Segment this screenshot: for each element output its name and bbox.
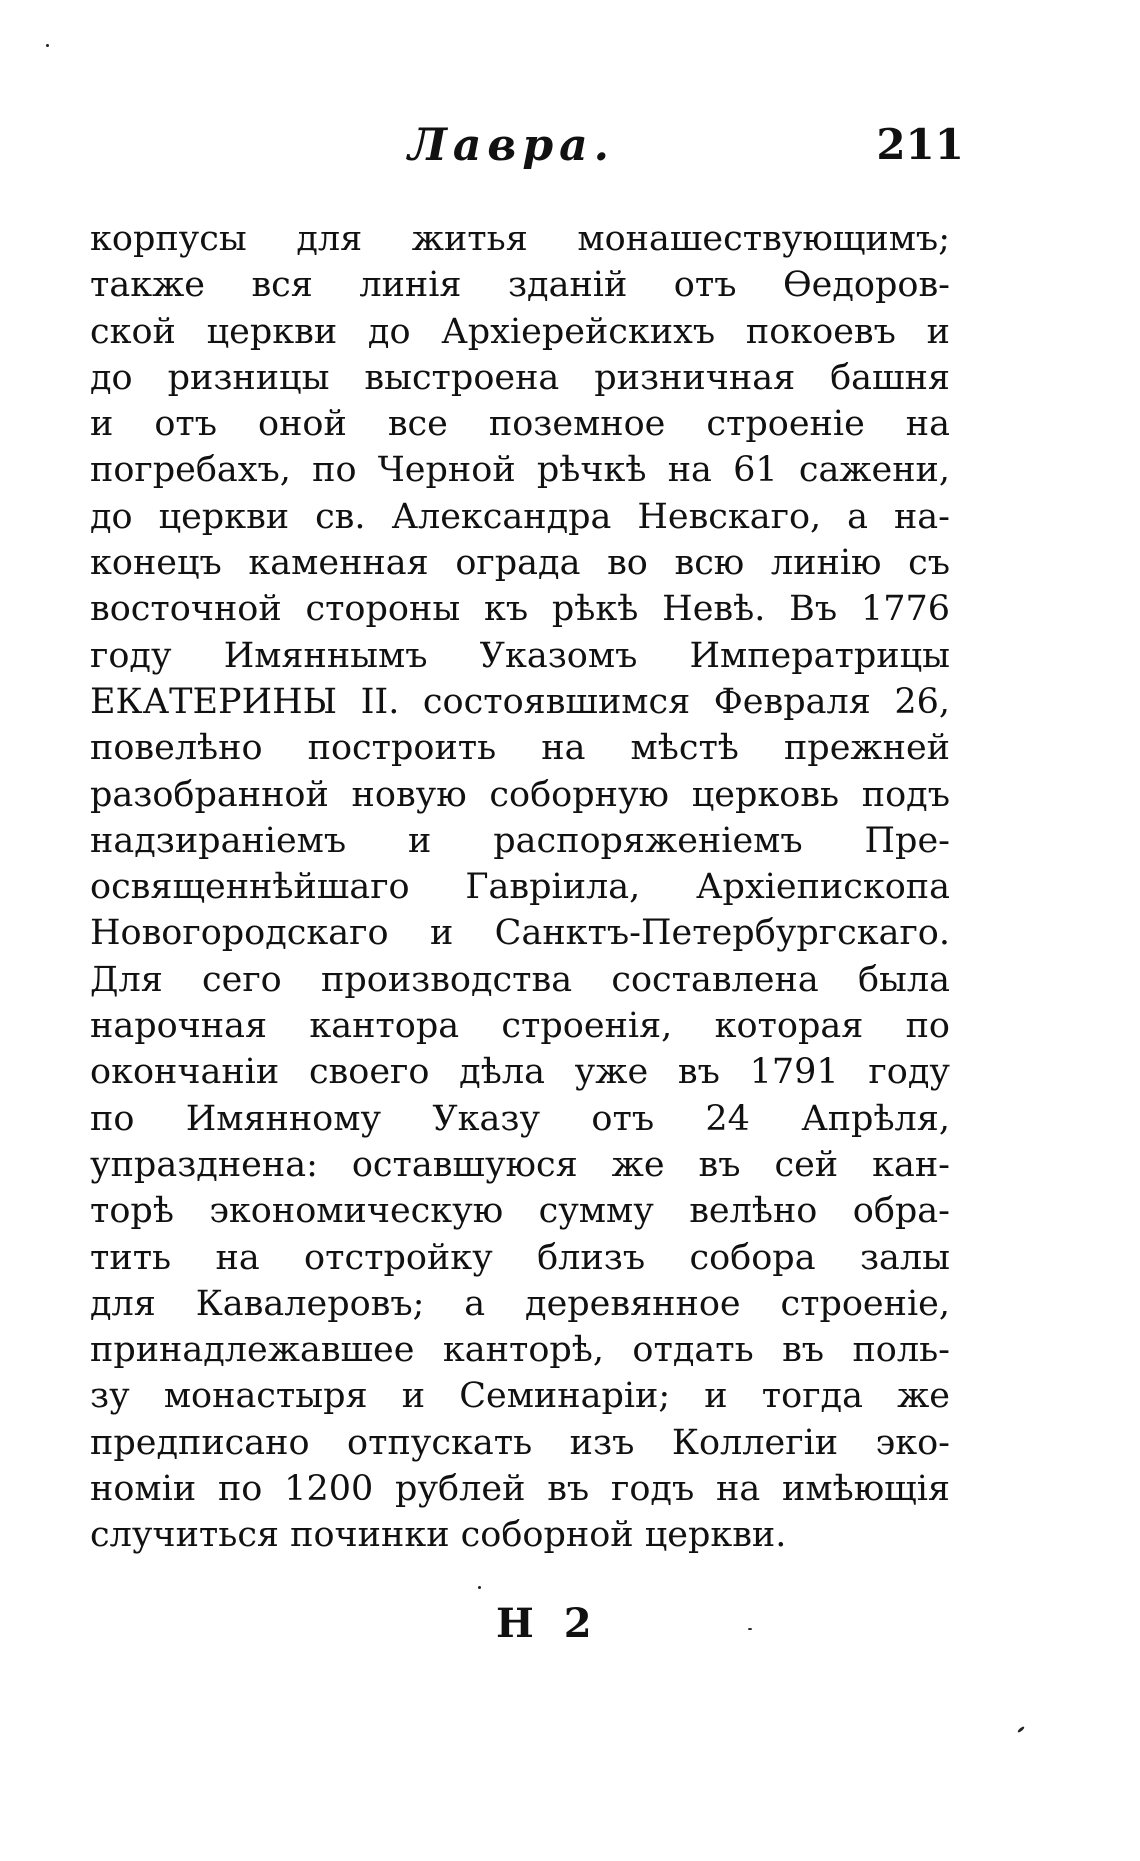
text-line: по Имянному Указу отъ 24 Апрѣля, [90,1098,950,1139]
text-line: погребахъ, по Черной рѣчкѣ на 61 сажени, [90,450,950,491]
text-line: Для сего производства составлена была [90,959,950,1000]
text-line: для Кавалеровъ; а деревянное строеніе, [90,1283,950,1324]
text-line: конецъ каменная ограда во всю линію съ [90,543,950,584]
print-speck [478,1586,481,1589]
text-line: освященнѣйшаго Гавріила, Архіепископа [90,867,950,908]
text-line: надзираніемъ и распоряженіемъ Пре- [90,820,950,861]
text-line: ской церкви до Архіерейскихъ покоевъ и [90,311,950,352]
text-line: повелѣно построить на мѣстѣ прежней [90,728,950,769]
text-line: случиться починки соборной церкви. [90,1515,787,1556]
body-text [90,216,950,1559]
running-head: Лавра. [408,120,615,171]
text-line: разобранной новую соборную церковь подъ [90,774,950,815]
text-line: году Имяннымъ Указомъ Императрицы [90,635,950,676]
text-line: торѣ экономическую сумму велѣно обра- [90,1191,950,1232]
text-line: ЕКАТЕРИНЫ II. состоявшимся Февраля 26, [90,681,950,722]
text-line: Новогородскаго и Санктъ-Петербургскаго. [90,913,950,954]
text-line: нарочная кантора строенія, которая по [90,1006,950,1047]
page-number: 211 [876,120,964,169]
text-line: до ризницы выстроена ризничная башня [90,357,950,398]
text-line: номіи по 1200 рублей въ годъ на имѣющія [90,1469,950,1510]
text-line: упразднена: оставшуюся же въ сей кан- [90,1144,950,1185]
signature-mark: Н 2 [496,1600,600,1647]
text-line: предписано отпускать изъ Коллегіи эко- [90,1422,950,1463]
print-speck [748,1628,752,1630]
text-line: корпусы для житья монашествующимъ; [90,219,950,259]
text-line: восточной стороны къ рѣкѣ Невѣ. Въ 1776 [90,589,950,630]
text-line: до церкви св. Александра Невскаго, а на- [90,496,950,537]
text-line: принадлежавшее канторѣ, отдать въ поль- [90,1330,950,1371]
text-line: зу монастыря и Семинаріи; и тогда же [90,1376,950,1417]
text-line: окончаніи своего дѣла уже въ 1791 году [90,1052,950,1093]
print-speck [1017,1726,1025,1733]
print-speck [46,44,49,47]
text-line: и отъ оной все поземное строеніе на [90,404,950,445]
text-line: тить на отстройку близъ собора залы [90,1237,950,1278]
text-line: также вся линія зданій отъ Өедоров- [90,265,950,306]
